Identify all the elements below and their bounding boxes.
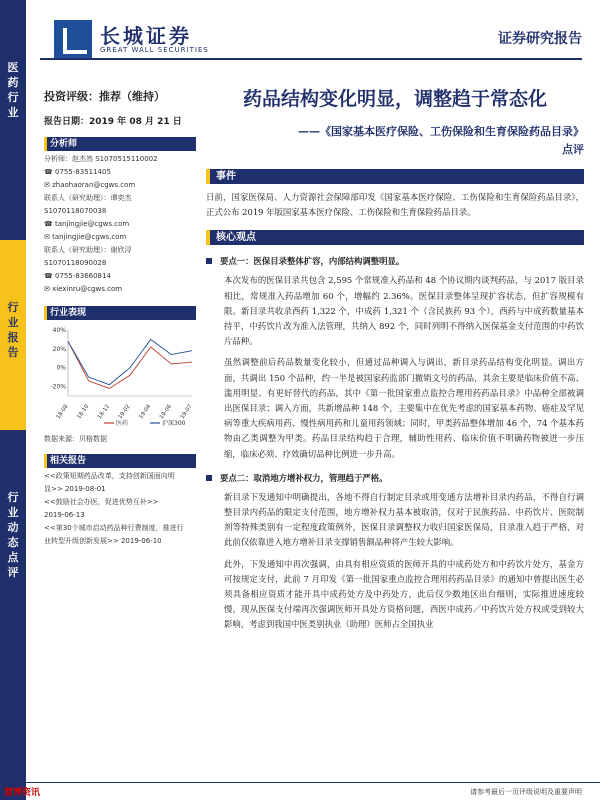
- sidebar-char: 药: [7, 76, 19, 89]
- industry-performance-chart: [44, 324, 196, 432]
- analyst-line: ✉ zhaohaoran@cgws.com: [44, 181, 136, 189]
- related-report-line[interactable]: <<鼓励社会办医，促进优势互补>>: [44, 498, 159, 506]
- point-two-text: 要点二：取消地方增补权力，管理趋于严格。: [220, 472, 388, 483]
- sidebar: [0, 0, 26, 800]
- related-report-line[interactable]: 2019-06-13: [44, 511, 85, 519]
- investment-rating: 投资评级：推荐（维持）: [44, 90, 165, 103]
- point-one-paragraph-2: 虽然调整前后药品数量变化较小，但通过品种调入与调出，新目录药品结构变化明显。调出方面，共调出 150 个品种，约一半是被国家药监部门撤销文号的药品，其余主要是临床价值不高、滥用明显、有更好替代的药品，其中《第一批国家重点监控合理用药药品目录》中品种全部被调出医保目录；调入方面，共新增品种 148 个，主要集中在优先考虑的国家基本药物、癌症及罕见病等重大疾病用药、慢性病用药和儿童用药领域；同时，甲类药品整体增加 46 个，74 个基本药物由乙类调整为甲类。药品目录结构趋于合理，辅助性用药、临床价值不明确药物被进一步压缩，临床必须、疗效确切品种比例进一步升高。: [224, 357, 584, 459]
- report-date: 报告日期：2019 年 08 月 21 日: [44, 117, 182, 127]
- x-tick-label: 18-12: [96, 403, 111, 421]
- line-chart-svg: [44, 324, 196, 432]
- event-section-title: 事件: [206, 169, 584, 184]
- x-tick-label: 19-04: [138, 403, 153, 421]
- sidebar-char: 动: [7, 521, 19, 534]
- point-two-heading: [206, 472, 584, 484]
- related-report-line[interactable]: 显>> 2019-08-01: [44, 485, 106, 493]
- point-one-paragraph-1: 本次发布的医保目录共包含 2,595 个常规准入药品和 48 个协议期内谈判药品，与 2017 版目录相比，常规准入药品增加 60 个，增幅约 2.36%。医保目录整体呈现扩容状态，但扩容规模有限。新目录共收录西药 1,322 个，中成药 1,321 个（含民族药 93 个），西药与中成药数量基本持平，中药饮片改为准入法管理，共纳入 892 个，同时列明不得纳入医保基金支付范围的中药饮片品种。: [224, 275, 584, 347]
- y-tick-label: 40%: [52, 327, 66, 334]
- core-section-title: 核心观点: [206, 230, 584, 245]
- sidebar-char: 评: [7, 566, 19, 579]
- subtitle-line-1: ——《国家基本医疗保险、工伤保险和生育保险药品目录》: [298, 125, 584, 138]
- related-report-line[interactable]: 业转型升级创新发展>> 2019-06-10: [44, 537, 162, 545]
- analyst-list: [44, 151, 196, 296]
- sidebar-char: 点: [7, 551, 19, 564]
- report-title: 药品结构变化明显，调整趋于常态化: [242, 88, 547, 110]
- sidebar-char: 行: [7, 301, 19, 314]
- bullet-square-icon: [206, 475, 212, 481]
- point-one-text: 要点一：医保目录整体扩容，内部结构调整明显。: [220, 256, 405, 267]
- x-tick-label: 18-10: [76, 403, 91, 421]
- footer-watermark: 慧博资讯: [4, 788, 41, 798]
- logo-text-cn: 长城证券: [100, 24, 192, 48]
- x-tick-label: 19-02: [117, 403, 132, 421]
- analyst-section-title: 分析师: [44, 137, 196, 151]
- header-divider: [40, 58, 582, 60]
- analyst-line: ✉ tanjingjie@cgws.com: [44, 233, 127, 241]
- analyst-line: ☎ 0755-83511405: [44, 168, 111, 176]
- sidebar-report-type: [0, 240, 26, 430]
- sidebar-char: 行: [7, 491, 19, 504]
- event-text: 日前，国家医保局、人力资源社会保障部印发《国家基本医疗保险、工伤保险和生育保险药品目录》，正式公布 2019 年版国家基本医疗保险、工伤保险和生育保险药品目录。: [206, 192, 584, 218]
- report-subtitle: [206, 123, 584, 159]
- sidebar-char: 业: [7, 506, 19, 519]
- related-reports: [44, 468, 196, 548]
- sidebar-comment-type: [0, 430, 26, 800]
- logo-mark-icon: [54, 20, 92, 58]
- sidebar-char: 告: [7, 346, 19, 359]
- sidebar-char: 业: [7, 316, 19, 329]
- related-section-title: 相关报告: [44, 454, 196, 468]
- bullet-square-icon: [206, 258, 212, 264]
- analyst-line: 联系人（研究助理）：谢欣浔: [44, 246, 132, 254]
- analyst-line: ☎ 0755-83660814: [44, 272, 111, 280]
- y-tick-label: 0%: [56, 364, 66, 372]
- legend-label: 沪深300: [162, 420, 186, 427]
- footer-disclaimer: 请参考最后一页评级说明及重要声明: [470, 788, 582, 796]
- left-column: [44, 70, 196, 548]
- series-line-医药: [68, 341, 192, 388]
- sidebar-char: 态: [7, 536, 19, 549]
- logo-text-en: GREAT WALL SECURITIES: [100, 46, 209, 54]
- x-tick-label: 18-08: [55, 403, 70, 421]
- related-report-line[interactable]: <<政策短期药品改革，支持创新国面向明: [44, 472, 175, 480]
- sidebar-industry: [0, 0, 26, 240]
- report-type: 证券研究报告: [498, 31, 582, 47]
- analyst-line: 联系人（研究助理）：谭奕杰: [44, 194, 132, 202]
- analyst-line: S1070118090028: [44, 259, 107, 267]
- sidebar-char: 医: [7, 61, 19, 74]
- y-tick-label: -20%: [50, 383, 66, 391]
- x-tick-label: 19-07: [179, 403, 194, 421]
- footer: [0, 782, 600, 800]
- sidebar-char: 业: [7, 106, 19, 119]
- legend-label: 医药: [116, 420, 129, 427]
- point-two-paragraph-2: 此外，下发通知中再次强调，由具有相应资质的医师开具的中成药处方和中药饮片处方，基金方可按规定支付，此前 7 月印发《第一批国家重点监控合理用药药品目录》的通知中曾提出医生必须具备相应资质才能开具中成药处方及中药处方，此后仅少数地区出台细则，实际推进速度较慢，现从医保支付端再次强调医师开具处方资格问题，西医中成药／中药饮片处方权或受到较大影响，考虑到我国中医类别执业（助理）医师占全国执业: [224, 558, 584, 630]
- y-tick-label: 20%: [52, 345, 66, 353]
- analyst-line: S1070118070038: [44, 207, 107, 215]
- analyst-line: ☎ tanjingjie@cgws.com: [44, 220, 130, 228]
- logo: [40, 8, 220, 54]
- point-one-heading: [206, 255, 584, 267]
- chart-source: 数据来源：贝格数据: [44, 435, 107, 443]
- main-column: [206, 84, 584, 633]
- chart-section-title: 行业表现: [44, 306, 196, 320]
- analyst-line: 分析师：赵杰然 S1070515110002: [44, 155, 158, 163]
- subtitle-line-2: 点评: [562, 143, 584, 156]
- x-tick-label: 19-06: [158, 403, 173, 421]
- related-report-line[interactable]: <<第30个城市启动药品种行费制度，推进行: [44, 524, 184, 532]
- point-two-paragraph-1: 新目录下发通知中明确提出，各地不得自行制定目录或用变通方法增补目录内药品，不得自行调整目录内药品的限定支付范围，地方增补权力基本被取消，仅对于民族药品、中药饮片、医院制剂等特殊类别有一定程度政策例外，医保目录调整权力收归国家医保局，目录准入趋于严格，对此前仅依靠进入地方增补目录支撑销售额品种将产生较大影响。: [224, 491, 584, 548]
- sidebar-char: 行: [7, 91, 19, 104]
- analyst-line: ✉ xiexinru@cgws.com: [44, 285, 123, 293]
- sidebar-char: 报: [7, 331, 19, 344]
